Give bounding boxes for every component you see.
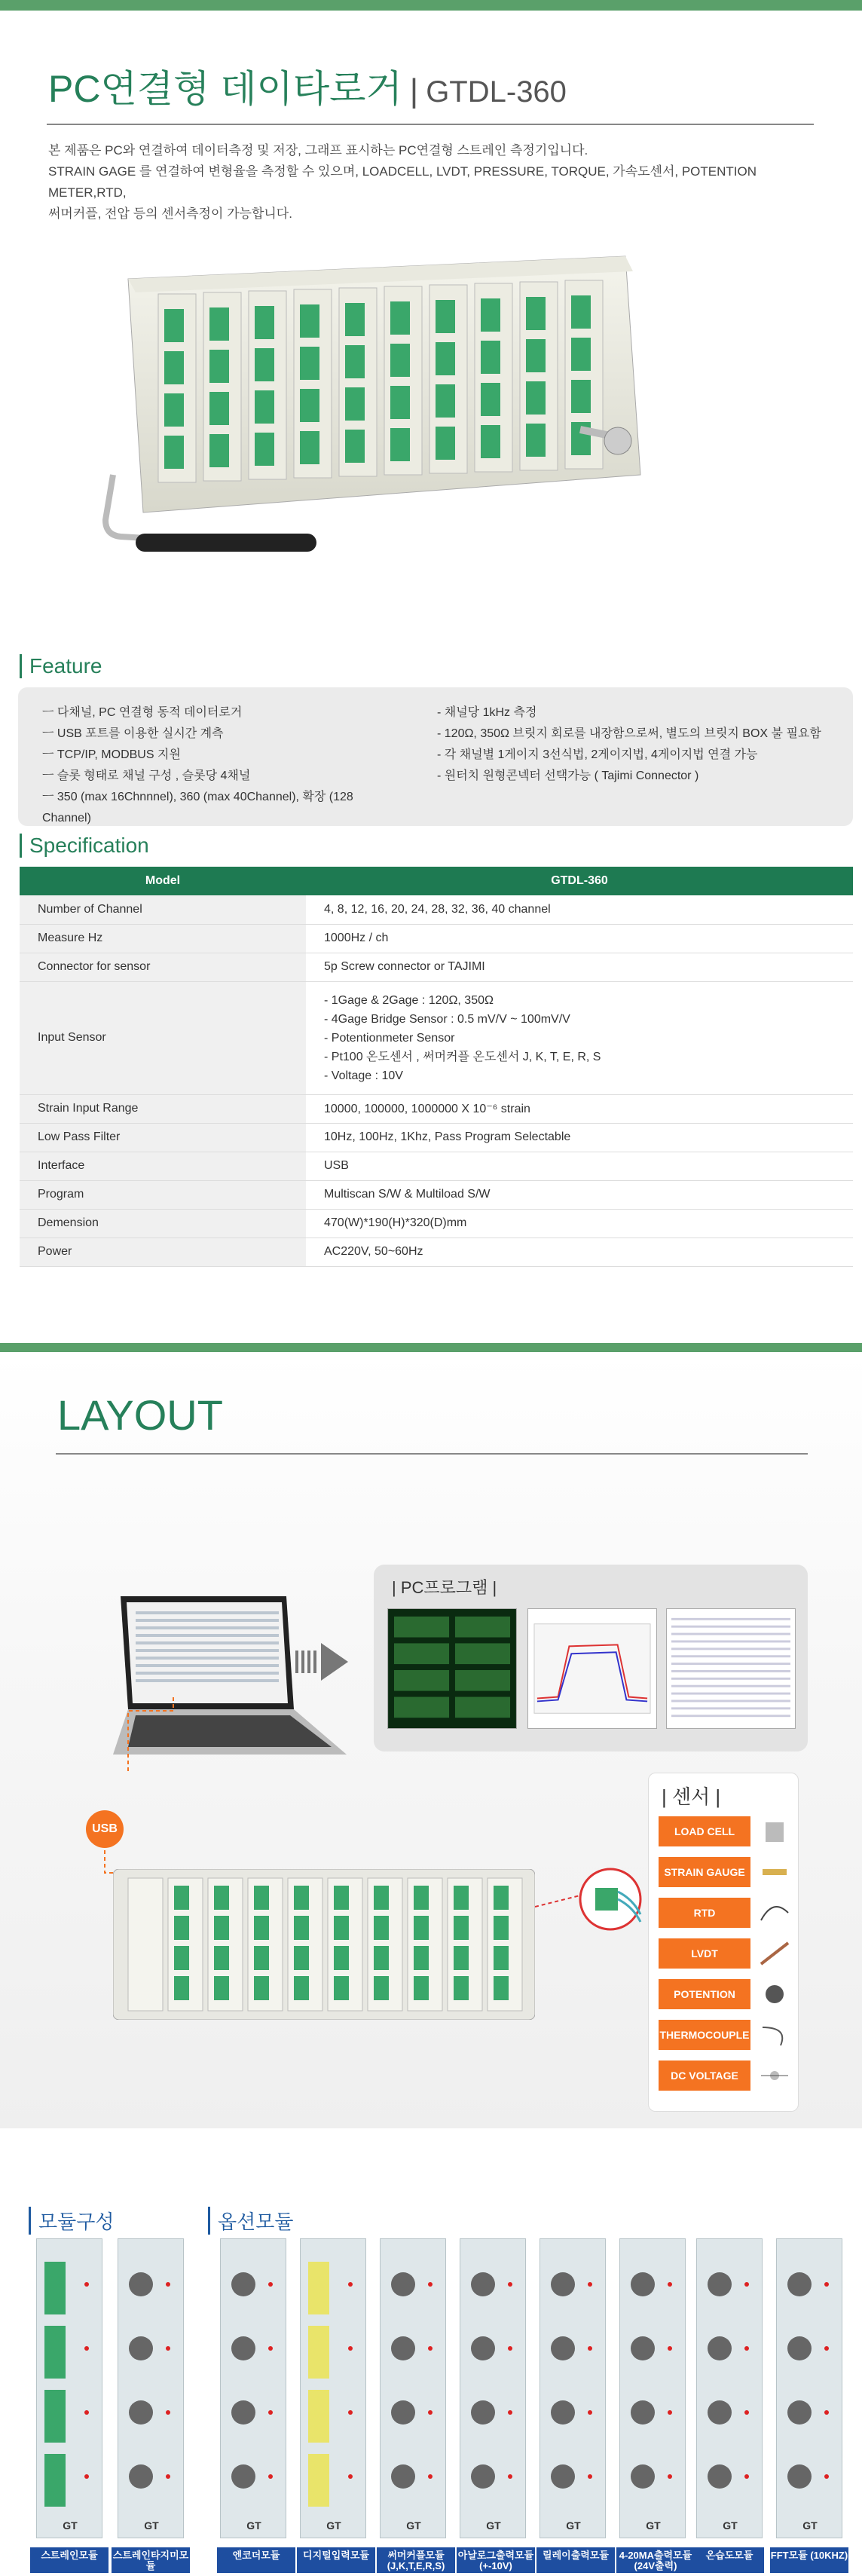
terminal-block (334, 1946, 349, 1970)
terminal-block (571, 338, 591, 371)
module-panel (460, 2238, 526, 2538)
feature-item: - 원터치 원형콘넥터 선택가능 ( Tajimi Connector ) (437, 769, 699, 782)
terminal-block (345, 303, 365, 336)
terminal-block (436, 300, 455, 333)
arrow-right-icon (295, 1643, 348, 1681)
module-caption: 디지털입력모듈 (297, 2547, 375, 2573)
sensor-lvdt: LVDT (659, 1938, 750, 1969)
module-led (744, 2346, 749, 2351)
module-caption: 아날로그출력모듈 (+-10V) (457, 2547, 535, 2573)
terminal-block (334, 1886, 349, 1910)
module-caption: 엔코더모듈 (217, 2547, 295, 2573)
terminal-block (174, 1976, 189, 2000)
terminal-block (334, 1976, 349, 2000)
module-led (744, 2282, 749, 2287)
module-led (268, 2282, 273, 2287)
module-caption: 릴레이출력모듈 (536, 2547, 615, 2573)
table-row (20, 1209, 853, 1238)
module-led (508, 2410, 512, 2415)
module-connector (231, 2400, 255, 2425)
spec-key: Power (20, 1238, 306, 1266)
terminal-block (526, 297, 546, 330)
module-connector (391, 2336, 415, 2360)
spec-key: Connector for sensor (20, 953, 306, 981)
module-panel (619, 2238, 686, 2538)
terminal-block (174, 1916, 189, 1940)
spec-value: 5p Screw connector or TAJIMI (306, 953, 853, 981)
spec-key: Number of Channel (20, 895, 306, 924)
terminal-block (494, 1976, 509, 2000)
spec-value: 10000, 100000, 1000000 X 10⁻⁶ strain (306, 1094, 853, 1123)
module-led (166, 2474, 170, 2479)
module-led (824, 2282, 829, 2287)
module-led (508, 2282, 512, 2287)
table-row (20, 1123, 853, 1152)
terminal-block (164, 393, 184, 427)
spec-key: Input Sensor (20, 981, 306, 1094)
module-led (84, 2282, 89, 2287)
feature-item: ㅡ 슬롯 형태로 채널 구성 , 슬롯당 4채널 (42, 769, 251, 782)
spec-key: Interface (20, 1152, 306, 1180)
intro-text (48, 140, 824, 225)
module-led (348, 2282, 353, 2287)
module-led (824, 2410, 829, 2415)
terminal-block (255, 433, 274, 466)
sensor-load-cell: LOAD CELL (659, 1816, 750, 1846)
terminal-block (390, 301, 410, 335)
terminal-block (174, 1886, 189, 1910)
software-screenshot (387, 1608, 517, 1729)
module-panel (540, 2238, 606, 2538)
module-brand: GT (646, 2519, 661, 2532)
terminal-block (214, 1886, 229, 1910)
module-connector (391, 2464, 415, 2489)
terminal-block (254, 1946, 269, 1970)
sensor-potention-meter: POTENTION (659, 1979, 750, 2009)
terminal-block (300, 389, 319, 422)
terminal-block (214, 1946, 229, 1970)
terminal-block (454, 1946, 469, 1970)
sensor-thermocouple: THERMOCOUPLE (659, 2020, 750, 2050)
module-connector (631, 2400, 655, 2425)
terminal-block (436, 342, 455, 375)
page-title-text: PC연결형 데이타로거 (48, 68, 402, 110)
spec-key: Low Pass Filter (20, 1123, 306, 1152)
module-brand: GT (406, 2519, 421, 2532)
module-led (348, 2410, 353, 2415)
terminal-block (345, 430, 365, 463)
module-led (744, 2410, 749, 2415)
module-led (588, 2410, 592, 2415)
potention-meter-icon (758, 1979, 791, 2009)
terminal-block (254, 1976, 269, 2000)
module-connector (471, 2336, 495, 2360)
terminal-block (294, 1916, 309, 1940)
terminal-block (209, 350, 229, 383)
spec-key: Demension (20, 1209, 306, 1238)
module-connector (231, 2464, 255, 2489)
module-led (428, 2410, 433, 2415)
module-led (588, 2346, 592, 2351)
module-connector (231, 2272, 255, 2296)
spec-value: 1000Hz / ch (306, 924, 853, 953)
terminal-block (164, 436, 184, 469)
module-connector (231, 2336, 255, 2360)
terminal-block (345, 345, 365, 378)
module-caption: 온습도모듈 (695, 2547, 764, 2573)
module-connector (44, 2262, 66, 2314)
terminal-block (494, 1886, 509, 1910)
rtd-icon (758, 1898, 791, 1928)
terminal-block (454, 1976, 469, 2000)
spec-value: 4, 8, 12, 16, 20, 24, 28, 32, 36, 40 channel (306, 895, 853, 924)
module-connector (708, 2400, 732, 2425)
strain-gauge-icon (758, 1857, 791, 1887)
module-panel (36, 2238, 102, 2538)
intro-line: STRAIN GAGE 를 연결하여 변형율을 측정할 수 있으며, LOADCELL, LVDT, PRESSURE, TORQUE, 가속도센서, POTENTION METER,RTD, (48, 164, 757, 200)
usb-connection-line (90, 1696, 316, 1877)
module-connector (471, 2400, 495, 2425)
table-row (20, 924, 853, 953)
page-title (48, 59, 567, 113)
feature-list-right (437, 702, 844, 787)
module-connector (308, 2326, 329, 2379)
terminal-block (414, 1976, 429, 2000)
module-connector (308, 2262, 329, 2314)
terminal-block (571, 295, 591, 329)
module-connector (129, 2272, 153, 2296)
module-connector (129, 2400, 153, 2425)
spec-table (20, 867, 853, 1267)
layout-accent-bar (0, 1343, 862, 1352)
specification-heading: Specification (20, 834, 149, 858)
terminal-block (345, 387, 365, 421)
module-connector (129, 2464, 153, 2489)
terminal-block (481, 383, 500, 416)
title-divider (47, 124, 814, 125)
module-led (84, 2346, 89, 2351)
model-name: GTDL-360 (426, 75, 567, 109)
spec-value: 470(W)*190(H)*320(D)mm (306, 1209, 853, 1238)
module-connector (631, 2464, 655, 2489)
spec-value: AC220V, 50~60Hz (306, 1238, 853, 1266)
spec-value-line: - 4Gage Bridge Sensor : 0.5 mV/V ~ 100mV/V (324, 1012, 570, 1026)
layout-heading: LAYOUT (57, 1391, 223, 1439)
terminal-block (164, 309, 184, 342)
module-panel-art (381, 2239, 447, 2539)
option-modules-heading: 옵션모듈 (208, 2207, 293, 2235)
terminal-block (436, 427, 455, 460)
terminal-block (254, 1886, 269, 1910)
terminal-block (300, 431, 319, 464)
intro-line: 본 제품은 PC와 연결하여 데이터측정 및 저장, 그래프 표시하는 PC연결형 스트레인 측정기입니다. (48, 143, 588, 158)
terminal-block (481, 298, 500, 332)
connector-zoom-image (535, 1862, 648, 1952)
module-led (824, 2474, 829, 2479)
software-screenshot (527, 1608, 657, 1729)
module-panel (118, 2238, 184, 2538)
module-connector (631, 2272, 655, 2296)
terminal-block (214, 1916, 229, 1940)
table-row (20, 1180, 853, 1209)
sensor-heading: | 센서 | (662, 1785, 721, 1808)
terminal-block (526, 381, 546, 415)
module-led (668, 2346, 672, 2351)
usb-badge: USB (86, 1810, 124, 1848)
module-connector (787, 2272, 812, 2296)
datalogger-device-image (98, 249, 648, 580)
lvdt-icon (758, 1938, 791, 1969)
title-separator: | (409, 72, 419, 109)
module-panel-art (777, 2239, 843, 2539)
terminal-block (390, 386, 410, 419)
terminal-block (571, 380, 591, 413)
module-panel-art (221, 2239, 287, 2539)
feature-item: ㅡ USB 포트를 이용한 실시간 계측 (42, 727, 224, 740)
table-row (20, 895, 853, 924)
module-connector (551, 2336, 575, 2360)
spec-value: USB (306, 1152, 853, 1180)
feature-item: ㅡ 다채널, PC 연결형 동적 데이터로거 (42, 706, 243, 719)
terminal-block (436, 384, 455, 418)
feature-heading: Feature (20, 654, 102, 678)
terminal-block (209, 307, 229, 341)
module-brand: GT (246, 2519, 261, 2532)
module-led (166, 2282, 170, 2287)
module-led (268, 2346, 273, 2351)
module-panel-art (301, 2239, 367, 2539)
spec-value: Multiscan S/W & Multiload S/W (306, 1180, 853, 1209)
terminal-block (214, 1976, 229, 2000)
table-row (20, 981, 853, 1094)
module-connector (708, 2464, 732, 2489)
module-led (744, 2474, 749, 2479)
module-connector (708, 2272, 732, 2296)
module-connector (471, 2272, 495, 2296)
module-led (668, 2474, 672, 2479)
module-connector (631, 2336, 655, 2360)
terminal-block (390, 344, 410, 377)
module-led (588, 2282, 592, 2287)
terminal-block (300, 347, 319, 380)
spec-header-row (20, 867, 853, 895)
module-connector (708, 2336, 732, 2360)
spec-value-line: - 1Gage & 2Gage : 120Ω, 350Ω (324, 993, 494, 1007)
spec-header-value: GTDL-360 (306, 867, 853, 895)
module-led (166, 2410, 170, 2415)
module-caption: 써머커플모듈 (J,K,T,E,R,S) (377, 2547, 455, 2573)
feature-item: Channel) (42, 812, 91, 825)
module-panel-art (118, 2239, 185, 2539)
module-brand: GT (486, 2519, 501, 2532)
terminal-block (294, 1946, 309, 1970)
terminal-block (454, 1886, 469, 1910)
terminal-block (374, 1946, 389, 1970)
module-connector (787, 2464, 812, 2489)
module-brand: GT (723, 2519, 738, 2532)
module-connector (129, 2336, 153, 2360)
table-row (20, 1152, 853, 1180)
module-connector (551, 2272, 575, 2296)
module-connector (308, 2390, 329, 2443)
terminal-block (300, 304, 319, 338)
module-connector (391, 2400, 415, 2425)
terminal-block (414, 1946, 429, 1970)
pc-program-label: | PC프로그램 | (392, 1578, 497, 1597)
terminal-block (390, 428, 410, 461)
module-led (588, 2474, 592, 2479)
module-led (668, 2410, 672, 2415)
module-panel-art (460, 2239, 527, 2539)
module-panel (380, 2238, 446, 2538)
sensor-dc-voltage: DC VOLTAGE (659, 2060, 750, 2091)
terminal-block (414, 1916, 429, 1940)
module-panel (220, 2238, 286, 2538)
spec-header-key: Model (20, 867, 306, 895)
module-brand: GT (566, 2519, 581, 2532)
module-panel-art (697, 2239, 763, 2539)
module-caption: 스트레인모듈 (30, 2547, 109, 2573)
spec-value-line: - Pt100 온도센서 , 써머커플 온도센서 J, K, T, E, R, S (324, 1050, 601, 1063)
module-brand: GT (802, 2519, 818, 2532)
terminal-block (414, 1886, 429, 1910)
terminal-block (209, 434, 229, 467)
module-panel (776, 2238, 842, 2538)
module-caption: 4-20MA출력모듈 (24V출력) (616, 2547, 695, 2573)
module-connector (308, 2454, 329, 2507)
spec-value (306, 981, 853, 1094)
module-connector (44, 2390, 66, 2443)
table-row (20, 953, 853, 981)
terminal-block (209, 392, 229, 425)
terminal-block (254, 1916, 269, 1940)
spec-value: 10Hz, 100Hz, 1Khz, Pass Program Selectable (306, 1123, 853, 1152)
module-panel (696, 2238, 763, 2538)
module-led (508, 2346, 512, 2351)
module-led (428, 2282, 433, 2287)
terminal-block (255, 348, 274, 381)
module-panel-art (37, 2239, 103, 2539)
terminal-block (174, 1946, 189, 1970)
module-panel (300, 2238, 366, 2538)
layout-divider (56, 1453, 808, 1455)
software-screenshot (666, 1608, 796, 1729)
module-connector (471, 2464, 495, 2489)
spec-key: Measure Hz (20, 924, 306, 953)
spec-value-line: - Potentionmeter Sensor (324, 1031, 455, 1045)
terminal-block (374, 1976, 389, 2000)
feature-item: ㅡ TCP/IP, MODBUS 지원 (42, 748, 181, 761)
spec-key: Strain Input Range (20, 1094, 306, 1123)
module-led (348, 2346, 353, 2351)
module-connector (44, 2454, 66, 2507)
module-led (348, 2474, 353, 2479)
module-led (428, 2474, 433, 2479)
feature-item: - 채널당 1kHz 측정 (437, 706, 537, 719)
feature-item: - 각 채널별 1게이지 3선식법, 2게이지법, 4게이지법 연결 가능 (437, 748, 758, 761)
module-led (84, 2474, 89, 2479)
feature-item: ㅡ 350 (max 16Chnnnel), 360 (max 40Channel), 확장 (128 (42, 791, 353, 803)
module-connector (551, 2464, 575, 2489)
terminal-block (454, 1916, 469, 1940)
module-panel-art (620, 2239, 686, 2539)
terminal-block (481, 425, 500, 458)
module-led (268, 2474, 273, 2479)
module-led (84, 2410, 89, 2415)
intro-line: 써머커플, 전압 등의 센서측정이 가능합니다. (48, 207, 292, 221)
module-caption: 스트레인타지미모듈 (112, 2547, 190, 2573)
terminal-block (374, 1916, 389, 1940)
table-row (20, 1094, 853, 1123)
feature-list-left (42, 702, 419, 829)
sensor-rtd: RTD (659, 1898, 750, 1928)
dc-voltage-icon (758, 2060, 791, 2091)
terminal-block (255, 306, 274, 339)
load-cell-icon (758, 1816, 791, 1846)
terminal-block (526, 339, 546, 372)
module-connector (551, 2400, 575, 2425)
module-led (508, 2474, 512, 2479)
module-brand: GT (63, 2519, 78, 2532)
module-led (428, 2346, 433, 2351)
module-led (824, 2346, 829, 2351)
module-brand: GT (144, 2519, 159, 2532)
feature-item: - 120Ω, 350Ω 브릿지 회로를 내장함으로써, 별도의 브릿지 BOX 불 필요함 (437, 727, 821, 740)
terminal-block (334, 1916, 349, 1940)
terminal-block (494, 1916, 509, 1940)
terminal-block (294, 1886, 309, 1910)
chassis-slot (128, 1878, 163, 2011)
terminal-block (255, 390, 274, 424)
spec-key: Program (20, 1180, 306, 1209)
module-connector (391, 2272, 415, 2296)
module-connector (787, 2336, 812, 2360)
sensor-strain-gauge: STRAIN GAUGE (659, 1857, 750, 1887)
top-accent-bar (0, 0, 862, 11)
terminal-block (294, 1976, 309, 2000)
terminal-block (164, 351, 184, 384)
thermocouple-icon (758, 2020, 791, 2050)
module-caption: FFT모듈 (10KHZ) (770, 2547, 848, 2573)
basic-modules-heading: 모듈구성 (29, 2207, 114, 2235)
terminal-block (526, 424, 546, 457)
module-panel-art (540, 2239, 607, 2539)
terminal-block (481, 341, 500, 374)
module-led (268, 2410, 273, 2415)
spec-value-line: - Voltage : 10V (324, 1069, 403, 1082)
module-connector (44, 2326, 66, 2379)
terminal-block (494, 1946, 509, 1970)
table-row (20, 1238, 853, 1266)
module-brand: GT (326, 2519, 341, 2532)
module-led (166, 2346, 170, 2351)
module-led (668, 2282, 672, 2287)
module-connector (787, 2400, 812, 2425)
terminal-block (374, 1886, 389, 1910)
datalogger-front-panel (113, 1869, 535, 2020)
